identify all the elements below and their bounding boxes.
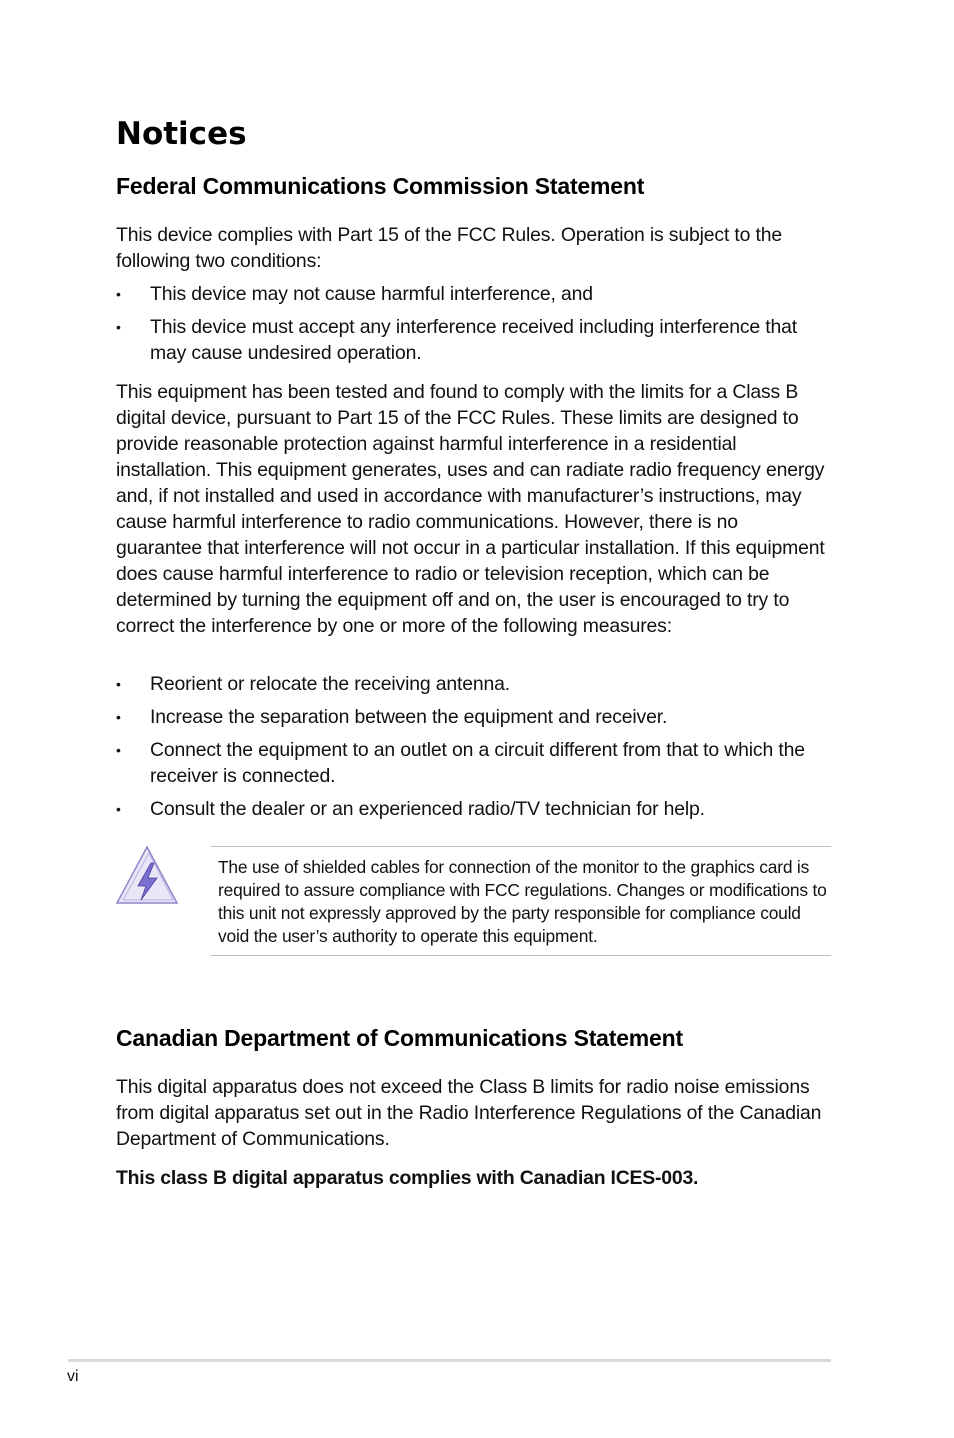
canadian-heading: Canadian Department of Communications Statement (116, 1025, 683, 1051)
bullet-icon: • (116, 709, 121, 725)
list-item (116, 796, 832, 822)
canadian-body-paragraph: This digital apparatus does not exceed the Class B limits for radio noise emissions from digital apparatus set out in the Radio Interference Regulations of the Canadian Department of Communications. (116, 1076, 822, 1150)
list-item-text: This device may not cause harmful interference, and (150, 283, 593, 305)
footer-divider (68, 1359, 831, 1362)
bullet-icon: • (116, 801, 121, 817)
list-item-text: Consult the dealer or an experienced radio/TV technician for help. (150, 798, 705, 820)
list-item (116, 314, 832, 366)
bullet-icon: • (116, 286, 121, 302)
fcc-intro-paragraph: This device complies with Part 15 of the FCC Rules. Operation is subject to the following two conditions: (116, 224, 783, 272)
list-item-text: This device must accept any interference received including interference that may cause undesired operation. (150, 316, 798, 364)
list-item-text: Reorient or relocate the receiving antenna. (150, 673, 511, 695)
list-item-text: Connect the equipment to an outlet on a circuit different from that to which the receiver is connected. (150, 739, 805, 787)
bullet-icon: • (116, 676, 121, 692)
warning-icon (113, 845, 179, 907)
list-item-text: Increase the separation between the equipment and receiver. (150, 706, 668, 728)
ices-statement: This class B digital apparatus complies with Canadian ICES-003. (116, 1167, 699, 1189)
list-item (116, 737, 832, 789)
caution-note-text: The use of shielded cables for connection of the monitor to the graphics card is required to assure compliance with FCC regulations. Changes or modifications to this unit not expressly approved by the party responsible for compliance could void the user’s authority to operate this equipment. (218, 857, 827, 946)
list-item (116, 671, 832, 697)
bullet-icon: • (116, 319, 121, 335)
fcc-measures-list (116, 671, 832, 829)
page-title: Notices (116, 116, 247, 152)
list-item (116, 281, 832, 307)
page-number: vi (67, 1368, 79, 1385)
bullet-icon: • (116, 742, 121, 758)
caution-note-box (211, 846, 831, 956)
fcc-heading: Federal Communications Commission Statement (116, 173, 645, 199)
fcc-body-paragraph: This equipment has been tested and found to comply with the limits for a Class B digital device, pursuant to Part 15 of the FCC Rules. These limits are designed to provide reasonable protection against harmful interference in a residential installation. This equipment generates, uses and can radiate radio frequency energy and, if not installed and used in accordance with manufacturer’s instructions, may cause harmful interference to radio communications. However, there is no guarantee that interference will not occur in a particular installation. If this equipment does cause harmful interference to radio or television reception, which can be determined by turning the equipment off and on, the user is encouraged to try to correct the interference by one or more of the following measures: (116, 381, 825, 637)
list-item (116, 704, 832, 730)
fcc-conditions-list (116, 281, 832, 373)
